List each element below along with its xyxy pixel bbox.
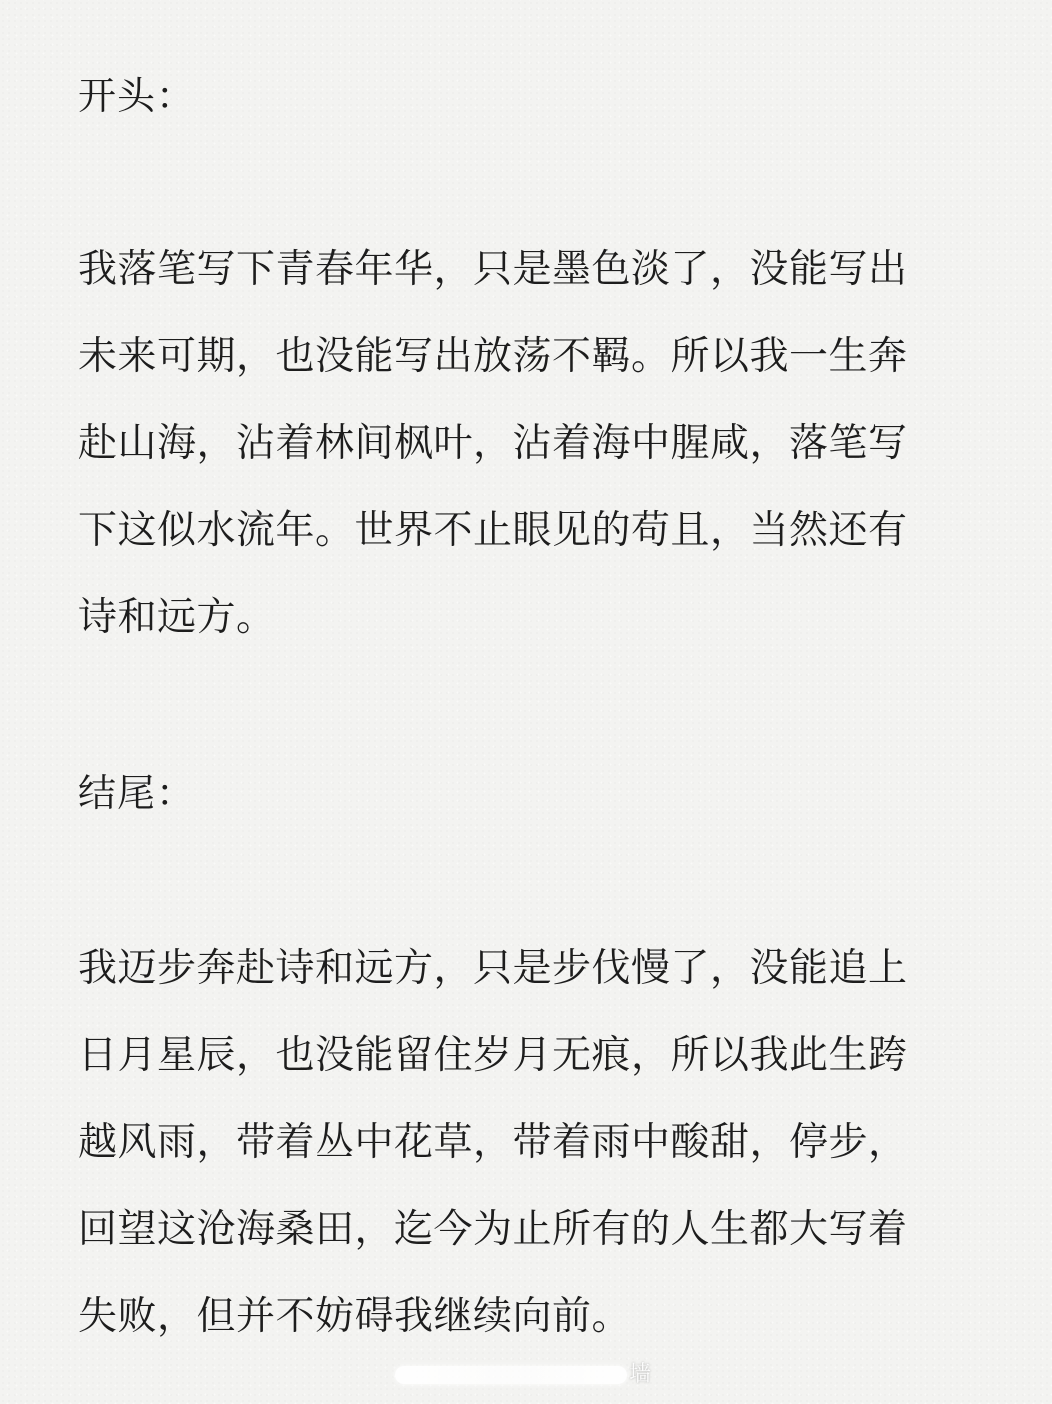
- watermark-text: 墙: [629, 1362, 652, 1387]
- text-line: 我迈步奔赴诗和远方，只是步伐慢了，没能追上: [78, 946, 908, 991]
- ending-heading: 结尾：: [78, 771, 196, 815]
- watermark-blurred-handle: [395, 1366, 627, 1384]
- text-line: 越风雨，带着丛中花草，带着雨中酸甜，停步，: [78, 1120, 908, 1165]
- text-line: 失败，但并不妨碍我继续向前。: [78, 1294, 632, 1339]
- text-line: 未来可期，也没能写出放荡不羁。所以我一生奔: [78, 334, 908, 379]
- watermark: [395, 1362, 657, 1388]
- text-line: 下这似水流年。世界不止眼见的苟且，当然还有: [78, 508, 908, 553]
- text-line: 我落笔写下青春年华，只是墨色淡了，没能写出: [78, 247, 908, 292]
- opening-paragraph: [78, 226, 978, 661]
- text-line: 赴山海，沾着林间枫叶，沾着海中腥咸，落笔写: [78, 421, 908, 466]
- text-line: 回望这沧海桑田，迄今为止所有的人生都大写着: [78, 1207, 908, 1252]
- text-line: 日月星辰，也没能留住岁月无痕，所以我此生跨: [78, 1033, 908, 1078]
- ending-paragraph: [78, 925, 978, 1360]
- opening-heading: 开头：: [78, 74, 196, 118]
- text-line: 诗和远方。: [78, 595, 276, 640]
